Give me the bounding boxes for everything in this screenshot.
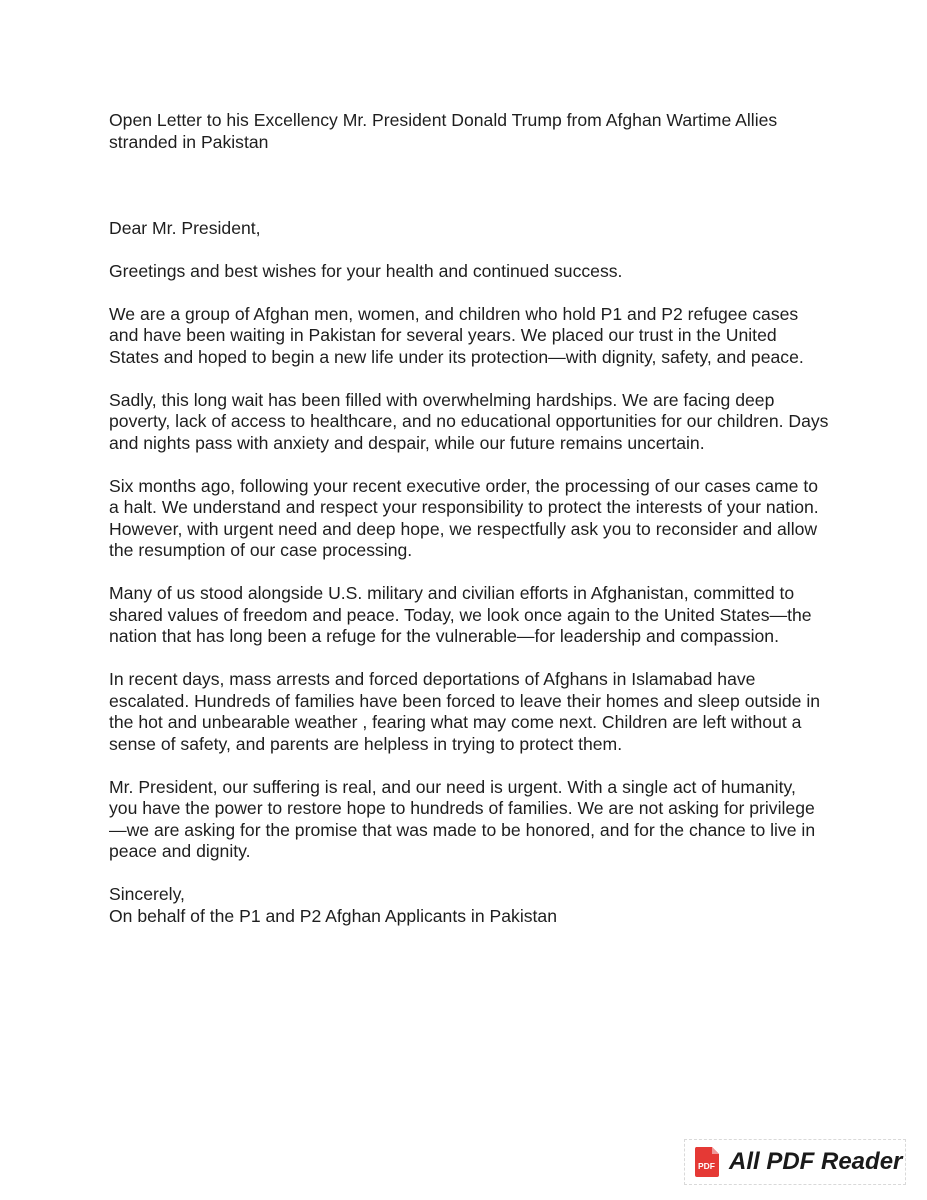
greeting-paragraph: Greetings and best wishes for your health and continued success. (109, 260, 623, 281)
paragraph-trust: We are a group of Afghan men, women, and children who hold P1 and P2 refugee cases and have been waiting in Pakistan for several years. We placed our trust in the United States and hoped to begin a new life under its protection—with dignity, safety, and peace. (109, 303, 804, 367)
app-name-label: All PDF Reader (729, 1148, 903, 1175)
pdf-file-icon (693, 1146, 721, 1178)
paragraph-allies: Many of us stood alongside U.S. military and civilian efforts in Afghanistan, committed to shared values of freedom and peace. Today, we look once again to the United States—the nation that has long been a refuge for the vulnerable—for leadership and compassion. (109, 583, 812, 646)
pdf-icon-text: PDF (698, 1161, 715, 1171)
closing: Sincerely, (109, 884, 185, 904)
closing-block (109, 884, 829, 927)
app-watermark (684, 1139, 906, 1185)
letter-title: Open Letter to his Excellency Mr. President Donald Trump from Afghan Wartime Allies stranded in Pakistan (109, 110, 778, 152)
paragraph-appeal: Mr. President, our suffering is real, and our need is urgent. With a single act of humanity, you have the power to restore hope to hundreds of families. We are not asking for privilege—we are asking for the promise that was made to be honored, and for the chance to live in peace and dignity. (109, 776, 816, 861)
paragraph-processing-halt: Six months ago, following your recent executive order, the processing of our cases came to a halt. We understand and respect your responsibility to protect the interests of your nation. However, with urgent need and deep hope, we respectfully ask you to reconsider and allow the resumption of our case processing. (109, 475, 819, 560)
paragraph-hardships: Sadly, this long wait has been filled with overwhelming hardships. We are facing deep poverty, lack of access to healthcare, and no educational opportunities for our children. Days and nights pass with anxiety and despair, while our future remains uncertain. (109, 389, 829, 453)
paragraph-deportations: In recent days, mass arrests and forced deportations of Afghans in Islamabad have escalated. Hundreds of families have been forced to leave their homes and sleep outside in the hot and unbearable weather , fearing what may come next. Children are left without a sense of safety, and parents are helpless in trying to protect them. (109, 669, 821, 754)
letter-body (109, 110, 829, 927)
signature: On behalf of the P1 and P2 Afghan Applicants in Pakistan (109, 905, 557, 926)
salutation: Dear Mr. President, (109, 217, 261, 238)
